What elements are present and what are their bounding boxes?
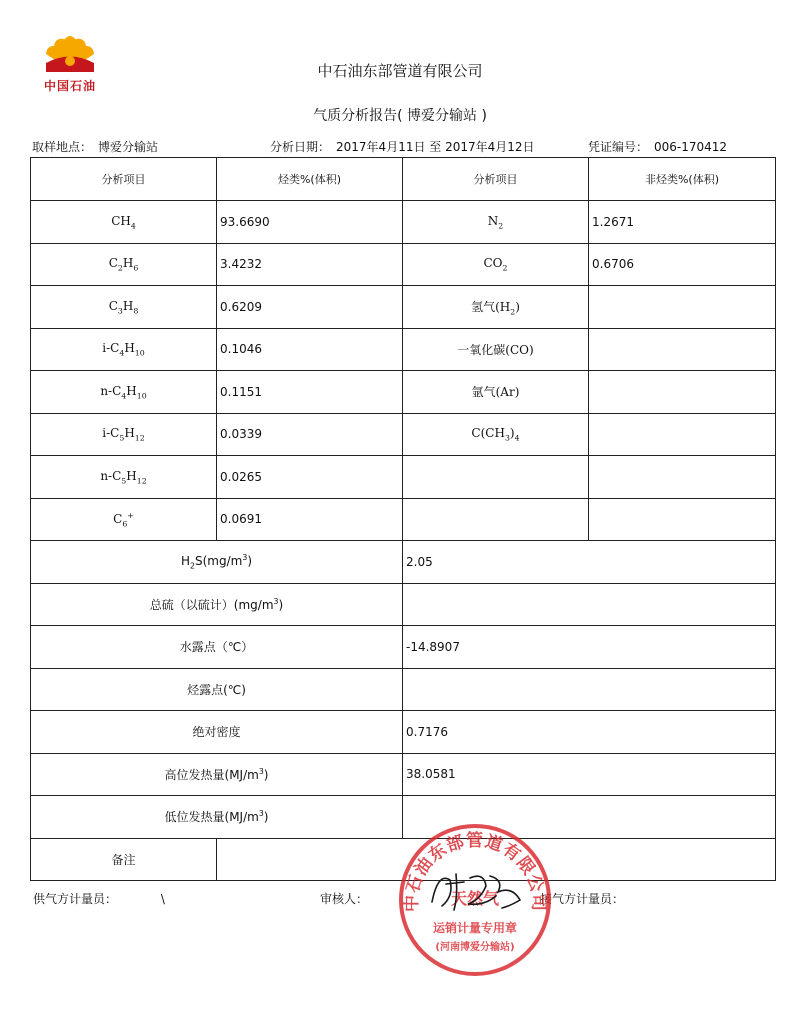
nonhc-value: 1.2671	[589, 201, 776, 244]
hc-item: $C_3H_8$	[31, 286, 217, 329]
table-row	[31, 668, 776, 711]
table-row	[31, 541, 776, 584]
analysis-table	[30, 157, 776, 881]
header-item-nonhc: 分析项目	[403, 158, 589, 201]
property-label: 低位发热量$(MJ/m^3)$	[31, 796, 403, 839]
nonhc-item: 一氧化碳(CO)	[403, 328, 589, 371]
nonhc-item	[403, 498, 589, 541]
table-row	[31, 498, 776, 541]
nonhc-value	[589, 456, 776, 499]
property-value	[403, 668, 776, 711]
hc-item: $n-C_5H_{12}$	[31, 456, 217, 499]
nonhc-value: 0.6706	[589, 243, 776, 286]
seal-outer-text: 中石油东部管道有限公司	[401, 831, 549, 913]
receiver-label: 接气方计量员：	[540, 892, 625, 906]
header-non-hydrocarbon: 非烃类%(体积)	[589, 158, 776, 201]
location-label: 取样地点：	[32, 140, 93, 154]
table-row	[31, 201, 776, 244]
report-title: 气质分析报告( 博爱分输站 )	[313, 108, 487, 124]
reviewer-label: 审核人：	[320, 892, 369, 906]
nonhc-value	[589, 286, 776, 329]
nonhc-item: $C(CH_3)_4$	[403, 413, 589, 456]
table-row	[31, 371, 776, 414]
hc-item: $i-C_5H_{12}$	[31, 413, 217, 456]
date-value: 2017年4月11日 至 2017年4月12日	[336, 140, 535, 154]
voucher-label: 凭证编号：	[588, 140, 649, 154]
hc-value: 0.0339	[217, 413, 403, 456]
logo-text: 中国石油	[43, 79, 96, 93]
hc-item: $n-C_4H_{10}$	[31, 371, 217, 414]
property-value	[403, 583, 776, 626]
property-value: 38.0581	[403, 753, 776, 796]
reviewer	[320, 890, 368, 907]
header-item-hc: 分析项目	[31, 158, 217, 201]
table-row	[31, 753, 776, 796]
nonhc-item: $CO_2$	[403, 243, 589, 286]
supplier-label: 供气方计量员：	[33, 892, 118, 906]
property-value: 2.05	[403, 541, 776, 584]
date-label: 分析日期：	[270, 140, 331, 154]
reviewer-signature	[424, 866, 534, 916]
hc-value: 0.1046	[217, 328, 403, 371]
nonhc-item: 氩气(Ar)	[403, 371, 589, 414]
property-label: 烃露点(℃)	[31, 668, 403, 711]
property-label: 总硫（以硫计）$(mg/m^3)$	[31, 583, 403, 626]
table-row	[31, 583, 776, 626]
analysis-date	[270, 138, 541, 155]
property-label: 水露点（℃）	[31, 626, 403, 669]
nonhc-value	[589, 328, 776, 371]
hc-item: $i-C_4H_{10}$	[31, 328, 217, 371]
nonhc-value	[589, 371, 776, 414]
hc-value: 0.6209	[217, 286, 403, 329]
sampling-location	[32, 138, 164, 155]
supplier-meter-clerk	[33, 890, 165, 907]
seal-bottom-text: (河南博爱分输站)	[435, 942, 515, 953]
supplier-value: \	[160, 892, 165, 906]
table-row	[31, 456, 776, 499]
voucher-number	[588, 138, 733, 155]
nonhc-value	[589, 413, 776, 456]
hc-item: $C_6^+$	[31, 498, 217, 541]
nonhc-item	[403, 456, 589, 499]
location-value: 博爱分输站	[98, 140, 159, 154]
seal-inner-text: 运销计量专用章	[432, 921, 518, 935]
table-header-row	[31, 158, 776, 201]
nonhc-value	[589, 498, 776, 541]
hc-value: 0.0691	[217, 498, 403, 541]
company-name: 中石油东部管道有限公司	[317, 62, 483, 80]
hc-value: 93.6690	[217, 201, 403, 244]
table-row	[31, 626, 776, 669]
seal-mid-text: 天然气	[450, 889, 500, 908]
table-row	[31, 286, 776, 329]
table-row	[31, 413, 776, 456]
hc-item: $CH_4$	[31, 201, 217, 244]
header-hydrocarbon: 烃类%(体积)	[217, 158, 403, 201]
hc-value: 0.1151	[217, 371, 403, 414]
property-label: 高位发热量$(MJ/m^3)$	[31, 753, 403, 796]
notes-label: 备注	[31, 838, 217, 881]
hc-value: 0.0265	[217, 456, 403, 499]
table-row	[31, 711, 776, 754]
property-label: $H_2S(mg/m^3)$	[31, 541, 403, 584]
table-row	[31, 243, 776, 286]
hc-value: 3.4232	[217, 243, 403, 286]
hc-item: $C_2H_6$	[31, 243, 217, 286]
voucher-value: 006-170412	[654, 140, 728, 154]
nonhc-item: $N_2$	[403, 201, 589, 244]
property-label: 绝对密度	[31, 711, 403, 754]
property-value: 0.7176	[403, 711, 776, 754]
nonhc-item: 氢气$(H_2)$	[403, 286, 589, 329]
table-row	[31, 328, 776, 371]
property-value: -14.8907	[403, 626, 776, 669]
